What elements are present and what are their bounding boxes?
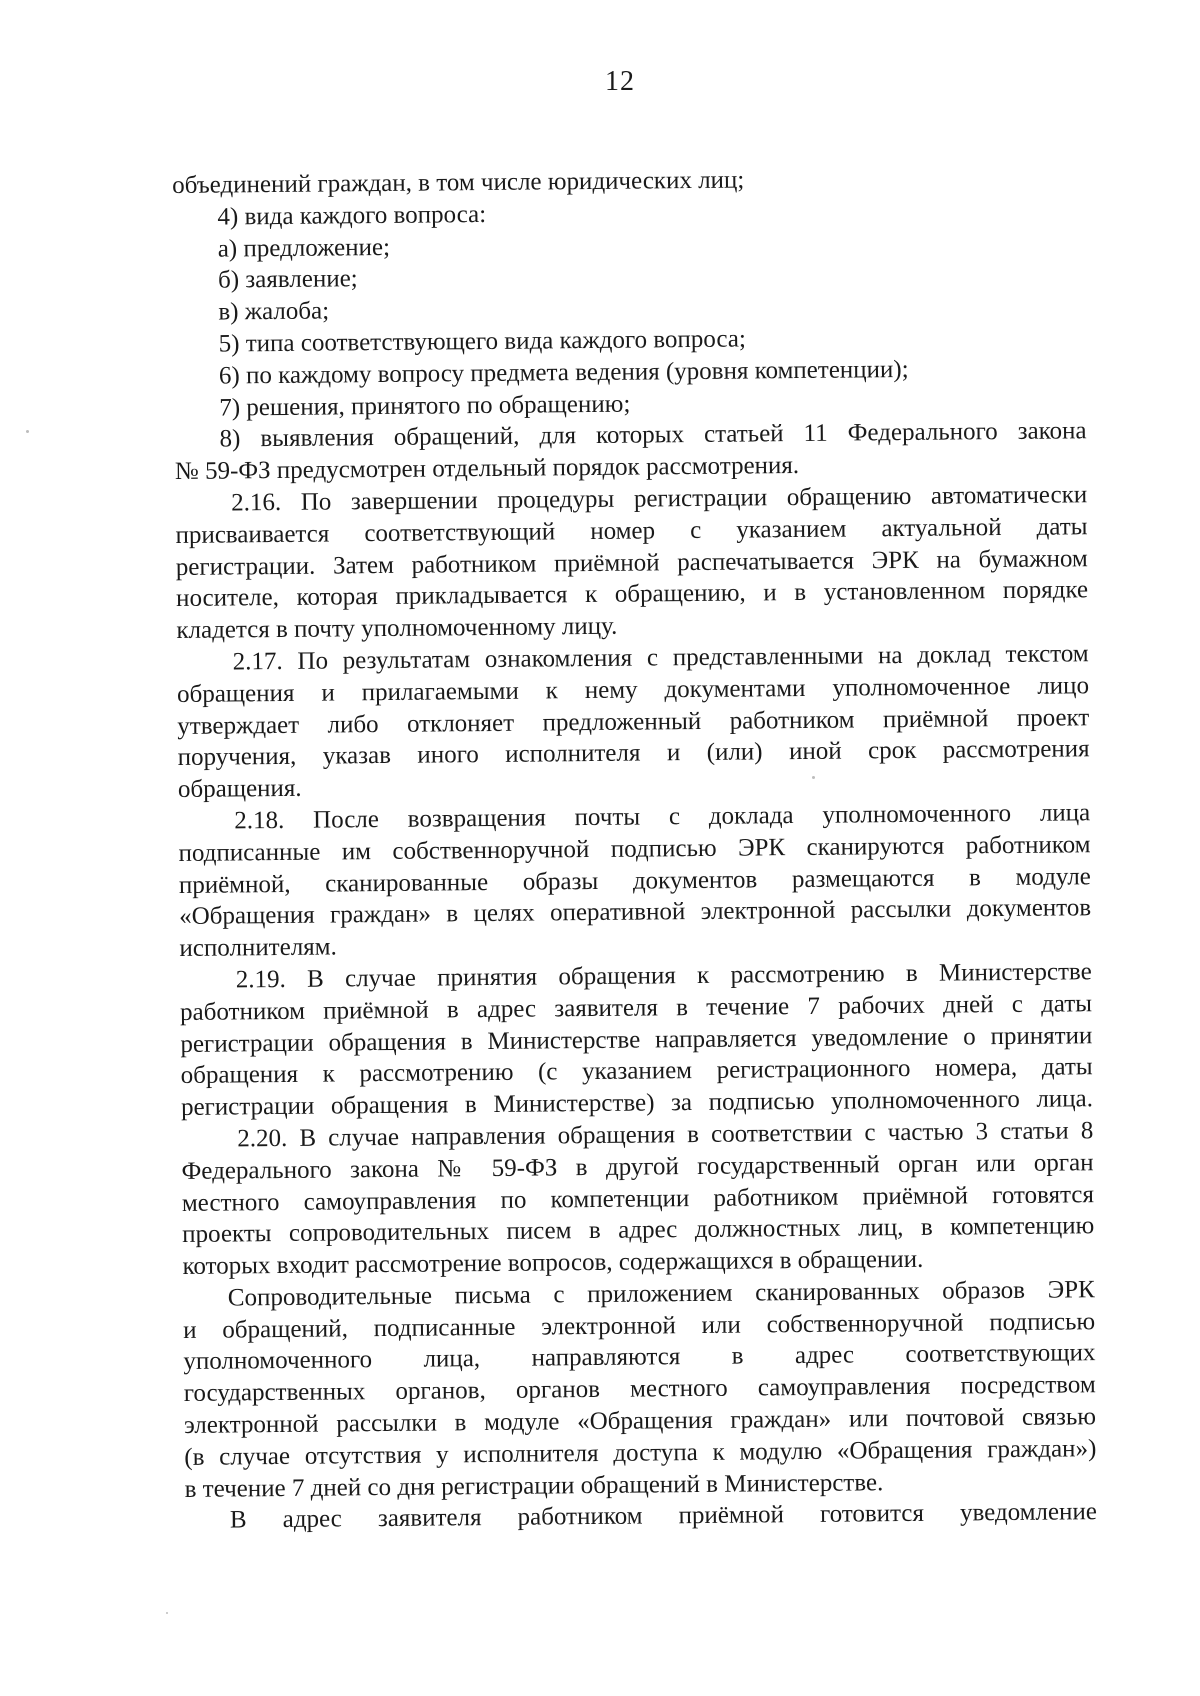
text-line: в течение 7 дней со дня регистрации обращений в Министерстве. <box>184 1468 884 1503</box>
text-line: приёмной, сканированные образы документов размещаются в модуле <box>178 862 1091 899</box>
scan-speck <box>812 776 815 779</box>
text-line: обращения к рассмотрению (с указанием регистрационного номера, даты <box>180 1053 1093 1090</box>
document-body <box>172 161 1097 1537</box>
text-line: кладется в почту уполномоченному лицу. <box>176 612 618 645</box>
text-line: Сопроводительные письма с приложением сканированных образов ЭРК <box>227 1276 1095 1312</box>
text-line: регистрации обращения в Министерстве направляется уведомление о принятии <box>180 1021 1093 1058</box>
text-line: (в случае отсутствия у исполнителя доступа к модулю «Обращения граждан») <box>184 1435 1097 1471</box>
text-line: б) заявление; <box>217 265 358 294</box>
text-line: носителе, которая прикладывается к обращению, и в установленном порядке <box>175 576 1089 613</box>
text-line: 2.16. По завершении процедуры регистрации обращению автоматически <box>231 481 1088 517</box>
text-line: государственных органов, органов местного самоуправления посредством <box>183 1371 1096 1408</box>
text-line: которых входит рассмотрение вопросов, содержащихся в обращении. <box>182 1245 924 1281</box>
text-line: № 59-ФЗ предусмотрен отдельный порядок рассмотрения. <box>174 452 800 486</box>
text-line: обращения и прилагаемыми к нему документами уполномоченное лицо <box>176 671 1090 708</box>
text-line: а) предложение; <box>217 233 391 263</box>
text-line: проекты сопроводительных писем в адрес должностных лиц, в компетенцию <box>182 1212 1095 1249</box>
text-line: 2.18. После возвращения почты с доклада уполномоченного лица <box>234 799 1091 835</box>
text-line: Федерального закона № 59-ФЗ в другой государственный орган или орган <box>181 1148 1094 1185</box>
text-line: уполномоченного лица, направляются в адрес соответствующих <box>183 1339 1096 1376</box>
text-line: подписанные им собственноручной подписью ЭРК сканируются работником <box>178 830 1091 867</box>
text-line: 7) решения, принятого по обращению; <box>219 390 631 422</box>
text-line: 4) вида каждого вопроса: <box>217 200 487 231</box>
text-line: регистрации обращения в Министерстве) за подписью уполномоченного лица. <box>180 1085 1094 1122</box>
text-line: «Обращения граждан» в целях оперативной электронной рассылки документов <box>179 894 1092 931</box>
text-line: обращения. <box>177 774 302 804</box>
text-line: регистрации. Затем работником приёмной распечатывается ЭРК на бумажном <box>175 544 1088 581</box>
text-line: присваивается соответствующий номер с указанием актуальной даты <box>175 512 1088 549</box>
scan-speck <box>26 430 29 433</box>
text-line: в) жалоба; <box>218 297 330 326</box>
text-line: 2.19. В случае принятия обращения к рассмотрению в Министерстве <box>235 958 1092 994</box>
text-line: и обращений, подписанные электронной или собственноручной подписью <box>183 1307 1096 1344</box>
page-number: 12 <box>605 66 635 97</box>
text-line: 8) выявления обращений, для которых статьей 11 Федерального закона <box>219 417 1087 453</box>
text-line: работником приёмной в адрес заявителя в течение 7 рабочих дней с даты <box>179 989 1093 1026</box>
text-line: 6) по каждому вопросу предмета ведения (уровня компетенции); <box>218 355 909 390</box>
text-line: 2.17. По результатам ознакомления с представленными на доклад текстом <box>232 640 1089 676</box>
text-line: электронной рассылки в модуле «Обращения граждан» или почтовой связью <box>183 1403 1097 1440</box>
text-line: 5) типа соответствующего вида каждого вопроса; <box>218 325 747 358</box>
text-line: В адрес заявителя работником приёмной готовится уведомление <box>229 1498 1098 1534</box>
text-line: поручения, указав иного исполнителя и (или) иной срок рассмотрения <box>177 735 1090 772</box>
text-line: местного самоуправления по компетенции работником приёмной готовятся <box>181 1180 1095 1217</box>
text-line: 2.20. В случае направления обращения в соответствии с частью 3 статьи 8 <box>237 1117 1094 1153</box>
text-line: исполнителям. <box>179 933 337 963</box>
scan-speck <box>166 1612 168 1614</box>
text-line: утверждает либо отклоняет предложенный работником приёмной проект <box>177 703 1090 740</box>
text-line: объединений граждан, в том числе юридических лиц; <box>172 166 745 199</box>
